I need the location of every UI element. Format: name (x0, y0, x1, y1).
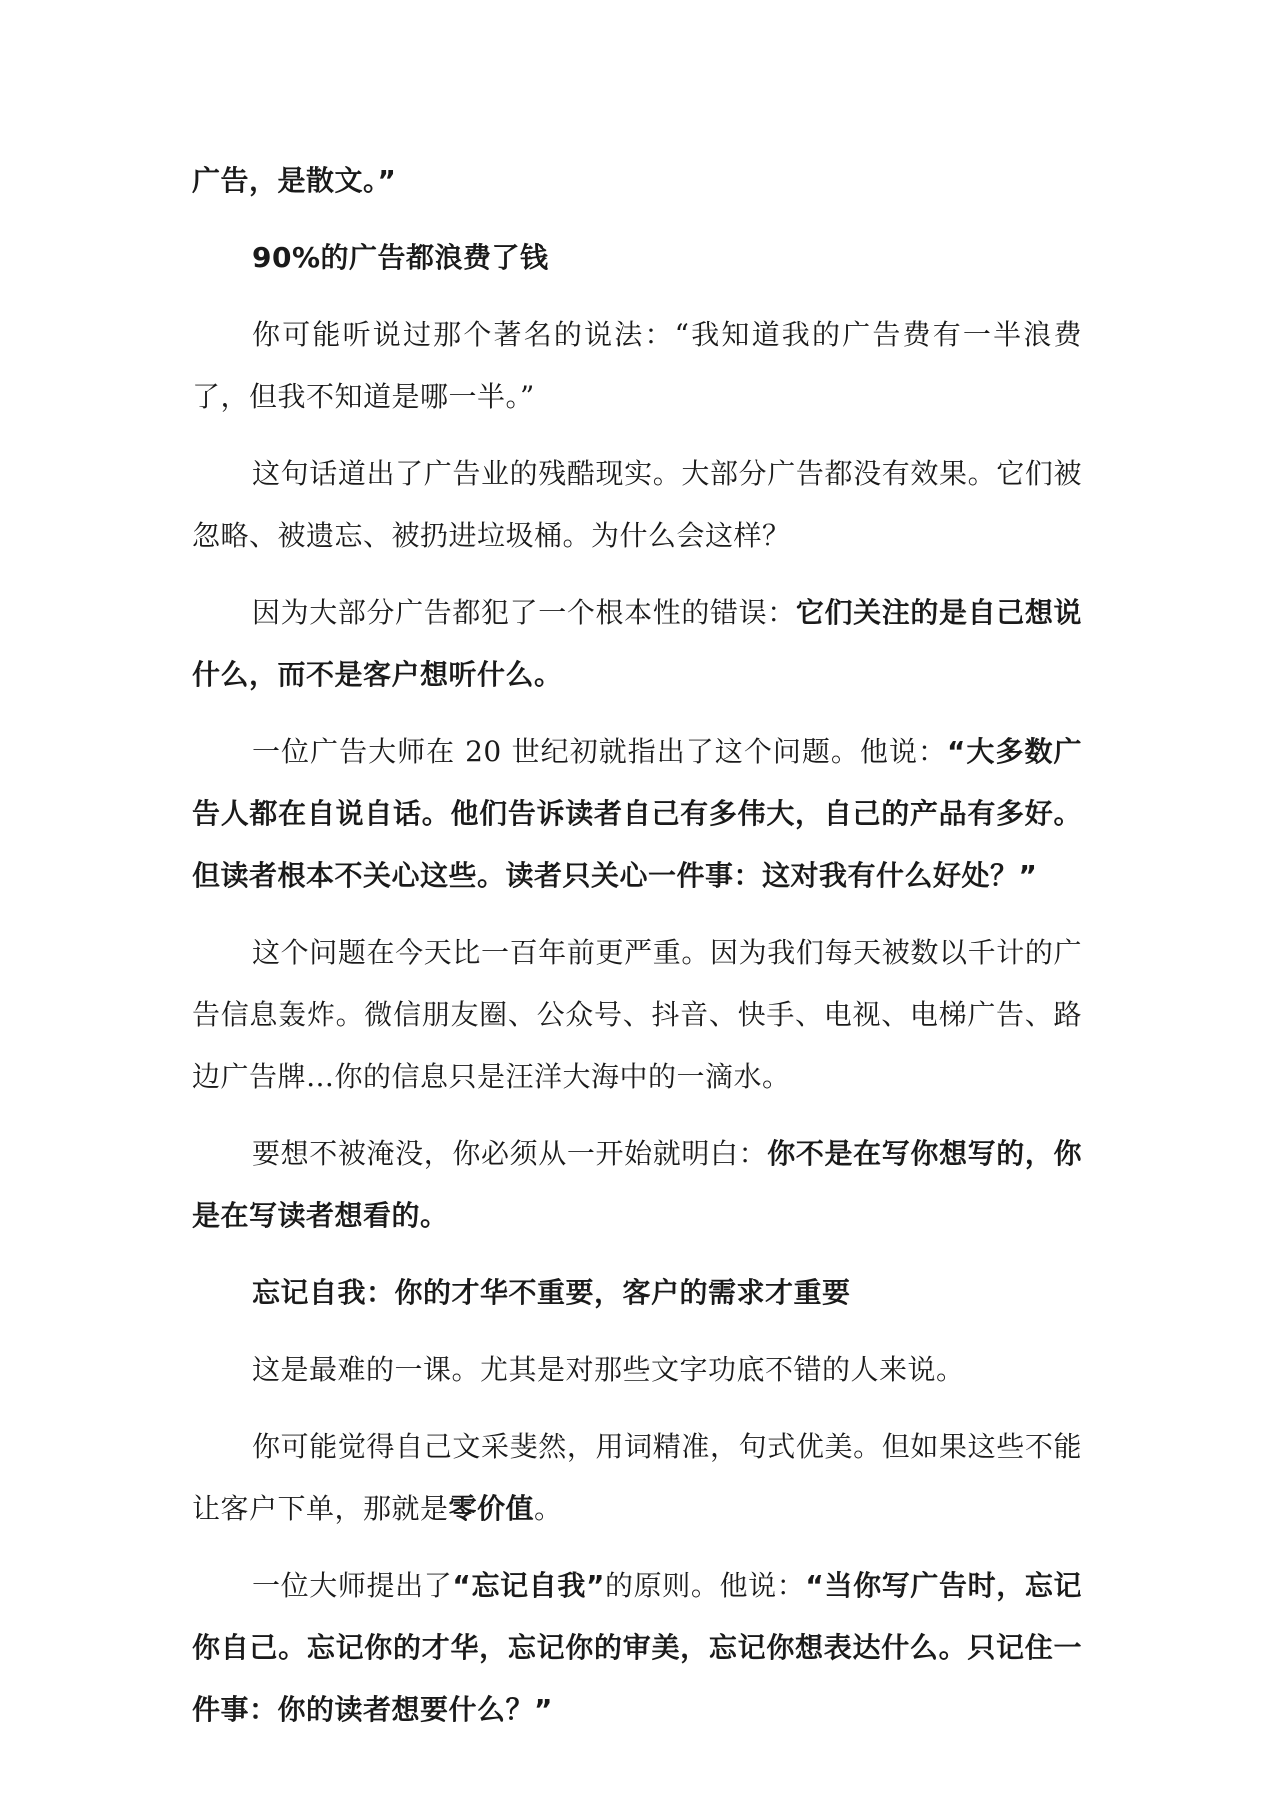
text: 的原则。他说： (604, 1569, 806, 1602)
bold-text: “大多数广告人都在自说自话。他们告诉读者自己有多伟大，自己的产品有多好。但读者根本不关心这些。读者只关心一件事：这对我有什么好处？” (192, 735, 1082, 892)
body-paragraph (192, 922, 1082, 1108)
bold-text: “当你写广告时，忘记你自己。忘记你的才华，忘记你的审美，忘记你想表达什么。只记住一件事：你的读者想要什么？” (192, 1569, 1082, 1726)
body-paragraph (192, 150, 1082, 212)
text: 你可能听说过那个著名的说法：“我知道我的广告费有一半浪费了，但我不知道是哪一半。” (192, 318, 1082, 413)
text: 要想不被淹没，你必须从一开始就明白： (252, 1137, 768, 1170)
body-paragraph (192, 443, 1082, 567)
text: 一位广告大师在 20 世纪初就指出了这个问题。他说： (252, 735, 947, 768)
section-heading (192, 1262, 1082, 1324)
body-paragraph (192, 582, 1082, 706)
text: 。 (534, 1492, 563, 1525)
text: 因为大部分广告都犯了一个根本性的错误： (252, 596, 796, 629)
body-paragraph (192, 1339, 1082, 1401)
body-paragraph (192, 721, 1082, 907)
document-body (192, 150, 1082, 1756)
bold-text: 忘记自我：你的才华不重要，客户的需求才重要 (252, 1276, 851, 1309)
body-paragraph (192, 304, 1082, 428)
section-heading (192, 227, 1082, 289)
bold-text: 零价值 (448, 1492, 535, 1525)
text: 这句话道出了广告业的残酷现实。大部分广告都没有效果。它们被忽略、被遗忘、被扔进垃圾桶。为什么会这样？ (192, 457, 1082, 552)
body-paragraph (192, 1123, 1082, 1247)
text: 这是最难的一课。尤其是对那些文字功底不错的人来说。 (252, 1353, 965, 1386)
text: 一位大师提出了 (252, 1569, 453, 1602)
bold-text: 你不是在写你想写的，你是在写读者想看的。 (192, 1137, 1082, 1232)
body-paragraph (192, 1555, 1082, 1741)
bold-text: 广告，是散文。” (192, 164, 397, 197)
bold-text: 它们关注的是自己想说什么，而不是客户想听什么。 (192, 596, 1082, 691)
text: 这个问题在今天比一百年前更严重。因为我们每天被数以千计的广告信息轰炸。微信朋友圈、公众号、抖音、快手、电视、电梯广告、路边广告牌…你的信息只是汪洋大海中的一滴水。 (192, 936, 1082, 1093)
text: 你可能觉得自己文采斐然，用词精准，句式优美。但如果这些不能让客户下单，那就是 (192, 1430, 1082, 1525)
bold-text: “忘记自我” (452, 1569, 605, 1602)
body-paragraph (192, 1416, 1082, 1540)
bold-text: 90%的广告都浪费了钱 (252, 241, 549, 274)
